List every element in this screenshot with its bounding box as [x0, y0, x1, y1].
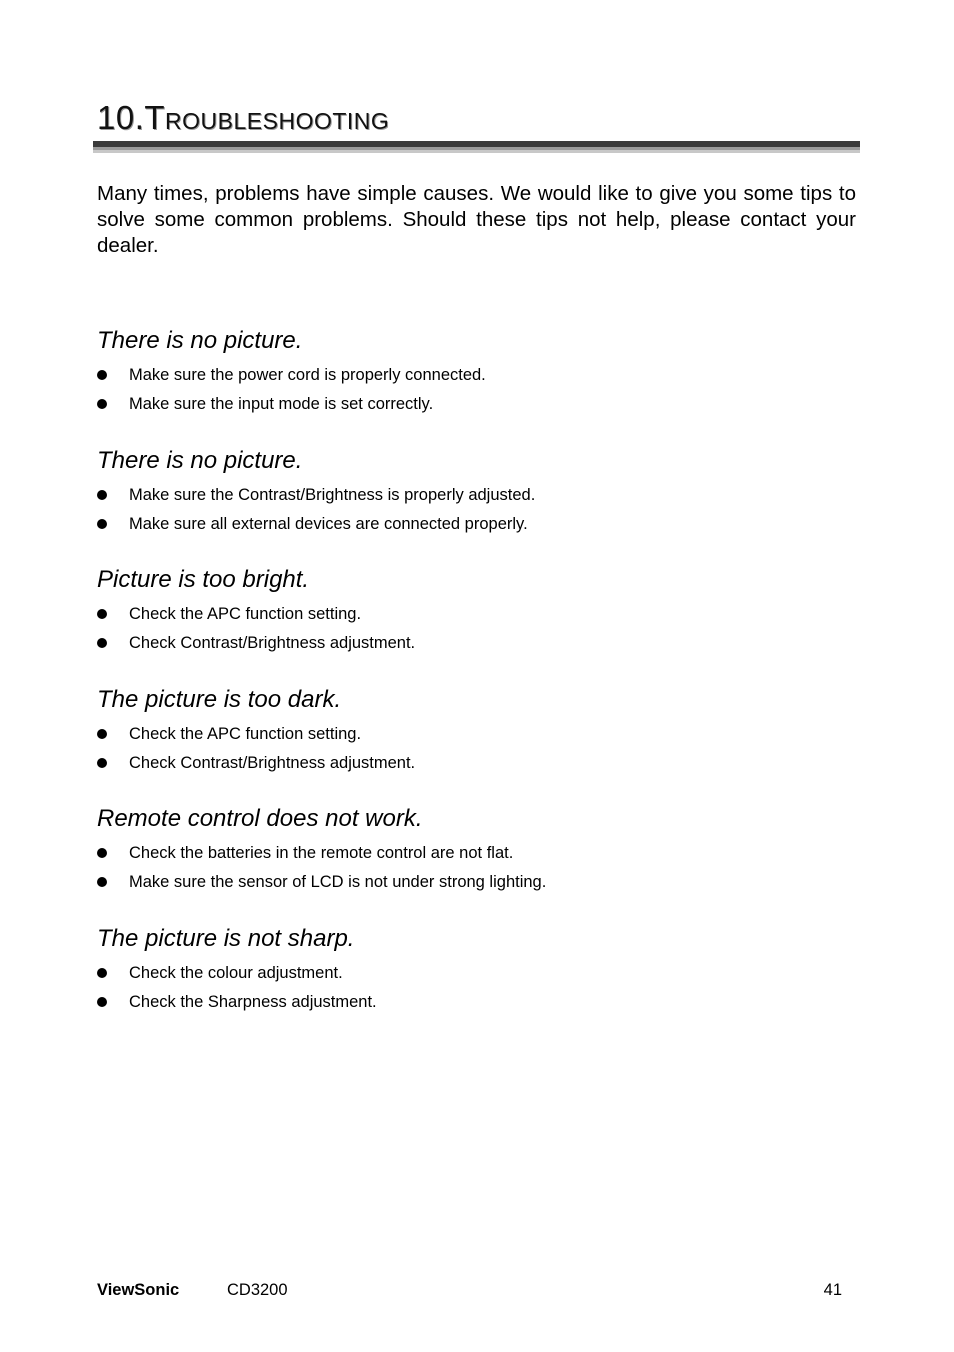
list-item — [97, 361, 857, 390]
page-footer — [97, 1279, 842, 1301]
section-heading: Picture is too bright. — [97, 566, 310, 593]
list-item-text: Check Contrast/Brightness adjustment. — [129, 753, 416, 772]
list-item-text: Make sure the sensor of LCD is not under strong lighting. — [129, 872, 547, 891]
bullet-list — [97, 361, 857, 418]
list-item-text: Check the APC function setting. — [129, 725, 362, 743]
bullet-icon — [97, 519, 107, 529]
bullet-icon — [97, 997, 107, 1007]
intro-paragraph: Many times, problems have simple causes. We would like to give you some tips to solve some common problems. Should these tips not help, please contact your dealer. — [97, 182, 856, 257]
bullet-icon — [97, 729, 107, 739]
bullet-icon — [97, 399, 107, 409]
list-item-text: Check Contrast/Brightness adjustment. — [129, 633, 416, 652]
bullet-icon — [97, 877, 107, 887]
bullet-icon — [97, 848, 107, 858]
bullet-icon — [97, 370, 107, 380]
list-item — [97, 390, 857, 419]
section-too-bright — [97, 565, 857, 657]
bullet-list — [97, 481, 857, 538]
list-item — [97, 839, 857, 868]
list-item — [97, 988, 857, 1017]
section-remote-control — [97, 804, 857, 896]
list-item — [97, 629, 857, 658]
list-item-text: Check the Sharpness adjustment. — [129, 992, 377, 1011]
list-item — [97, 959, 857, 988]
section-too-dark — [97, 685, 857, 777]
list-item — [97, 749, 857, 778]
list-item — [97, 868, 857, 897]
bullet-icon — [97, 609, 107, 619]
list-item-text: Make sure the input mode is set correctly. — [129, 394, 434, 413]
footer-brand: ViewSonic — [97, 1281, 180, 1299]
bullet-list — [97, 959, 857, 1016]
bullet-list — [97, 839, 857, 896]
bullet-icon — [97, 758, 107, 768]
bullet-list — [97, 600, 857, 657]
bullet-icon — [97, 490, 107, 500]
section-heading: The picture is too dark. — [97, 686, 342, 713]
list-item — [97, 600, 857, 629]
section-no-picture-1 — [97, 326, 857, 418]
list-item — [97, 481, 857, 510]
title-rule-light — [93, 150, 860, 153]
page-title: 10.Troubleshooting — [97, 99, 390, 136]
list-item-text: Make sure all external devices are connected properly. — [129, 514, 528, 533]
footer-model: CD3200 — [227, 1281, 288, 1299]
section-not-sharp — [97, 924, 857, 1016]
list-item — [97, 510, 857, 539]
list-item-text: Make sure the Contrast/Brightness is properly adjusted. — [129, 486, 536, 504]
list-item — [97, 720, 857, 749]
page-number: 41 — [823, 1281, 842, 1299]
list-item-text: Check the batteries in the remote control are not flat. — [129, 844, 514, 862]
bullet-list — [97, 720, 857, 777]
section-no-picture-2 — [97, 446, 857, 538]
list-item-text: Make sure the power cord is properly connected. — [129, 366, 486, 384]
section-heading: There is no picture. — [97, 447, 303, 474]
list-item-text: Check the colour adjustment. — [129, 964, 343, 982]
list-item-text: Check the APC function setting. — [129, 605, 362, 623]
section-heading: Remote control does not work. — [97, 805, 423, 832]
bullet-icon — [97, 638, 107, 648]
section-heading: The picture is not sharp. — [97, 925, 355, 952]
bullet-icon — [97, 968, 107, 978]
section-heading: There is no picture. — [97, 327, 303, 354]
